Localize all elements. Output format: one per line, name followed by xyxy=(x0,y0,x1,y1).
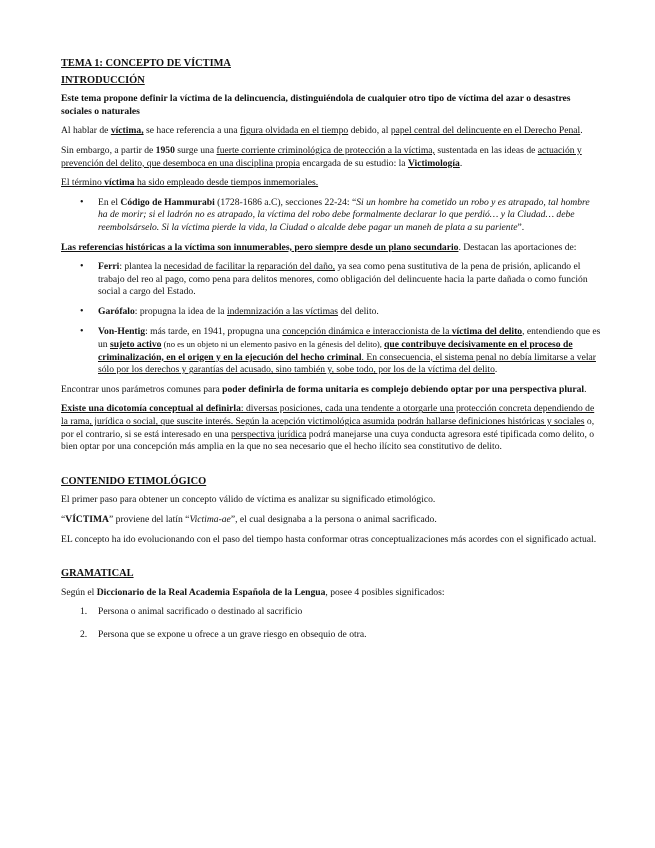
paragraph-primer-paso: El primer paso para obtener un concepto válido de víctima es analizar su significado etimológico. xyxy=(61,494,436,506)
section-heading-introduccion: INTRODUCCIÓN xyxy=(61,74,145,86)
document-title: TEMA 1: CONCEPTO DE VÍCTIMA xyxy=(61,58,231,69)
rae-meanings-list xyxy=(61,606,601,641)
list-item-ferri: • Ferri: plantea la necesidad de facilitar la reparación del daño, ya sea como pena sustitutiva de la pena de prisión, aplicando el trabajo del reo al pago, como pena para delitos menores, como obligación del delincuente hacia la parte dañada o como función social a cargo del Estado. xyxy=(61,261,601,299)
hammurabi-list xyxy=(61,197,601,235)
intro-lead: Este tema propone definir la víctima de la delincuencia, distinguiéndola de cualquier otro tipo de víctima del azar o desastres sociales o naturales xyxy=(61,93,571,117)
authors-list xyxy=(61,261,601,377)
paragraph-termino-victima: El término víctima ha sido empleado desde tiempos inmemoriales. xyxy=(61,177,319,189)
section-heading-gramatical: GRAMATICAL xyxy=(61,568,134,580)
paragraph-referencias-historicas: Las referencias históricas a la víctima son innumerables, pero siempre desde un plano secundario. Destacan las aportaciones de: xyxy=(61,241,577,253)
list-item-von-hentig: • Von-Hentig: más tarde, en 1941, propugna una concepción dinámica e interaccionista de la víctima del delito, entendiendo que es un sujeto activo (no es un objeto ni un elemento pasivo en la génesis del delito), que contribuye decisivamente en el proceso de criminalización, en el origen y en la ejecución del hecho criminal. En consecuencia, el sistema penal no debía limitarse a velar sólo por los derechos y garantías del acusado, sino también y, sobe todo, por los de la víctima del delito. xyxy=(61,326,601,377)
paragraph-victima-latin: “VÍCTIMA” proviene del latín “Victima-ae”, el cual designaba a la persona o animal sacrificado. xyxy=(61,514,437,526)
list-item-garofalo: • Garófalo: propugna la idea de la indemnización a las víctimas del delito. xyxy=(61,306,601,319)
list-item-hammurabi: • En el Código de Hammurabi (1728-1686 a.C), secciones 22-24: “Si un hombre ha cometido un robo y es atrapado, tal hombre ha de morir; si el ladrón no es atrapado, la víctima del robo debe formalmente declarar lo que perdió… y la Ciudad… debe reembolsárselo. Si la víctima pierde la vida, la Ciudad o alcalde debe pagar un maneh de plata a su pariente”. xyxy=(61,197,601,235)
paragraph-concepto-evolucion: EL concepto ha ido evolucionando con el paso del tiempo hasta conformar otras conceptualizaciones más acordes con el significado actual. xyxy=(61,533,597,545)
document-page xyxy=(61,58,601,652)
paragraph-dicotomia: Existe una dicotomía conceptual al definirla: diversas posiciones, cada una tendente a otorgarle una protección concreta dependiendo de la rama, jurídica o social, que suscite interés. Según la acepción victimológica asumida podrán hallarse definiciones históricas y sociales o, por el contrario, si se está interesado en una perspectiva jurídica podrá manejarse una cuya conducta agresora esté tipificada como delito, o bien optar por una concepción más amplia en la que no sea necesario que el hecho ilícito sea constitutivo de delito. xyxy=(61,403,595,453)
paragraph-parametros-comunes: Encontrar unos parámetros comunes para poder definirla de forma unitaria es complejo debiendo optar por una perspectiva plural. xyxy=(61,383,587,395)
paragraph-rae: Según el Diccionario de la Real Academia Española de la Lengua, posee 4 posibles significados: xyxy=(61,586,445,598)
section-heading-etimologico: CONTENIDO ETIMOLÓGICO xyxy=(61,475,207,487)
paragraph-1950: Sin embargo, a partir de 1950 surge una fuerte corriente criminológica de protección a la víctima, sustentada en las ideas de actuación y prevención del delito, que desemboca en una disciplina propia encargada de su estudio: la Victimología. xyxy=(61,144,582,169)
list-item-meaning-2: 2. Persona que se expone u ofrece a un grave riesgo en obsequio de otra. xyxy=(80,629,367,640)
paragraph-hablar-victima: Al hablar de víctima, se hace referencia a una figura olvidada en el tiempo debido, al papel central del delincuente en el Derecho Penal. xyxy=(61,125,583,137)
list-item-meaning-1: 1. Persona o animal sacrificado o destinado al sacrificio xyxy=(80,606,303,618)
